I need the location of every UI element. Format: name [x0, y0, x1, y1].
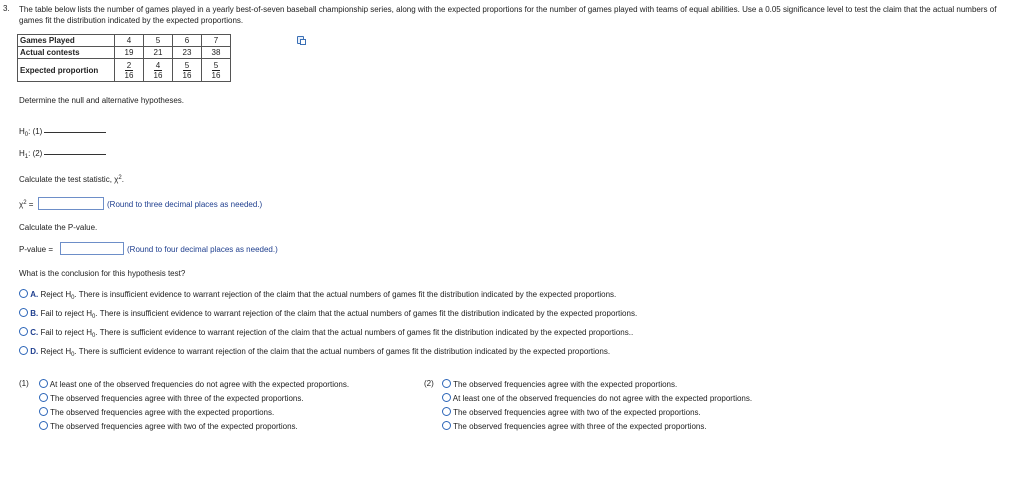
option-subscript: 0 — [71, 352, 75, 358]
copy-table-icon[interactable] — [297, 36, 304, 44]
option-pre: Reject H — [40, 290, 72, 299]
radio-button[interactable] — [39, 421, 48, 430]
conclusion-prompt: What is the conclusion for this hypothesis test? — [19, 269, 186, 278]
h1-blank-label: : (2) — [28, 149, 43, 158]
h0-blank-label: : (1) — [28, 127, 43, 136]
choice-text: The observed frequencies agree with three of the expected proportions. — [50, 394, 304, 403]
h1-row — [19, 149, 106, 158]
radio-button[interactable] — [442, 393, 451, 402]
option-letter: A. — [30, 290, 39, 299]
h0-answer-blank[interactable] — [44, 132, 106, 133]
choices2-label: (2) — [424, 379, 434, 388]
table-cell: 5 — [144, 35, 173, 47]
table-cell: 38 — [202, 47, 231, 59]
choices1-option[interactable] — [39, 379, 349, 389]
radio-button[interactable] — [39, 407, 48, 416]
choices2-option[interactable] — [442, 393, 752, 403]
chi-square-hint: (Round to three decimal places as needed.) — [107, 200, 263, 209]
h1-label: H — [19, 149, 25, 158]
option-text: . There is sufficient evidence to warrant rejection of the claim that the actual numbers of games fit the distribution indicated by the expected proportions. — [74, 347, 611, 356]
choices1-option[interactable] — [39, 407, 274, 417]
test-statistic-prompt-text: Calculate the test statistic, χ — [19, 175, 119, 184]
table-cell: 6 — [173, 35, 202, 47]
radio-button[interactable] — [442, 407, 451, 416]
conclusion-option-b[interactable] — [19, 308, 637, 318]
question-intro: The table below lists the number of games played in a yearly best-of-seven baseball championship series, along with the expected proportions for the number of games played with teams of equal abilities. Use a 0.05 significance level to test the claim that the actual numbers of games fit the distribution indicated by the expected proportions. — [19, 5, 997, 25]
option-pre: Fail to reject H — [40, 309, 93, 318]
choice-text: The observed frequencies agree with the expected proportions. — [453, 380, 678, 389]
option-letter: B. — [30, 309, 39, 318]
h0-label: H — [19, 127, 25, 136]
fraction-denominator: 16 — [153, 70, 163, 80]
table-cell: 19 — [115, 47, 144, 59]
test-statistic-prompt-end: . — [121, 175, 124, 184]
p-value-hint: (Round to four decimal places as needed.) — [127, 245, 278, 254]
table-cell — [173, 59, 202, 82]
chi-square-superscript: 2 — [23, 200, 27, 206]
h1-answer-blank[interactable] — [44, 154, 106, 155]
fraction-numerator: 5 — [184, 60, 190, 70]
table-cell: 21 — [144, 47, 173, 59]
p-value-prompt: Calculate the P-value. — [19, 223, 98, 232]
chi-equals: = — [26, 200, 34, 209]
table-cell — [115, 59, 144, 82]
fraction-denominator: 16 — [211, 70, 221, 80]
choices2-option[interactable] — [442, 421, 707, 431]
chi-symbol: χ — [19, 200, 24, 209]
chi-square-input[interactable] — [38, 197, 104, 210]
fraction — [154, 61, 163, 80]
option-pre: Reject H — [40, 347, 72, 356]
fraction-numerator: 4 — [155, 60, 161, 70]
h0-subscript: 0 — [24, 132, 29, 138]
choice-text: The observed frequencies agree with the expected proportions. — [50, 408, 275, 417]
option-letter: D. — [30, 347, 39, 356]
radio-button[interactable] — [39, 379, 48, 388]
row-header: Actual contests — [18, 47, 115, 59]
radio-button[interactable] — [19, 346, 28, 355]
choices2-option[interactable] — [442, 407, 701, 417]
option-pre: Fail to reject H — [40, 328, 93, 337]
fraction-numerator: 2 — [126, 60, 132, 70]
choices1-label: (1) — [19, 379, 29, 388]
choice-text: The observed frequencies agree with two of the expected proportions. — [453, 408, 701, 417]
fraction — [183, 61, 192, 80]
conclusion-option-c[interactable] — [19, 327, 633, 337]
option-subscript: 0 — [92, 314, 96, 320]
option-text: . There is insufficient evidence to warrant rejection of the claim that the actual numbers of games fit the distribution indicated by the expected proportions. — [95, 309, 638, 318]
row-header: Expected proportion — [18, 59, 115, 82]
radio-button[interactable] — [442, 379, 451, 388]
data-table — [17, 34, 231, 82]
choice-text: At least one of the observed frequencies do not agree with the expected proportions. — [49, 380, 350, 389]
option-text: . There is sufficient evidence to warrant rejection of the claim that the actual numbers of games fit the distribution indicated by the expected proportions.. — [95, 328, 634, 337]
radio-button[interactable] — [19, 289, 28, 298]
option-subscript: 0 — [92, 333, 96, 339]
option-text: . There is insufficient evidence to warrant rejection of the claim that the actual numbers of games fit the distribution indicated by the expected proportions. — [74, 290, 617, 299]
fraction-denominator: 16 — [124, 70, 134, 80]
chi-square-superscript: 2 — [118, 175, 122, 181]
table-cell: 7 — [202, 35, 231, 47]
table-row-expected-proportion — [18, 59, 231, 82]
table-row-games-played — [18, 35, 231, 47]
test-statistic-prompt — [19, 175, 124, 184]
radio-button[interactable] — [19, 308, 28, 317]
conclusion-option-d[interactable] — [19, 346, 610, 356]
fraction-denominator: 16 — [182, 70, 192, 80]
chi-square-label — [19, 200, 33, 209]
h0-row — [19, 127, 106, 136]
p-value-input[interactable] — [60, 242, 124, 255]
question-number: 3. — [3, 4, 10, 13]
fraction — [212, 61, 221, 80]
h1-subscript: 1 — [24, 154, 29, 160]
table-cell: 4 — [115, 35, 144, 47]
option-letter: C. — [30, 328, 39, 337]
fraction-numerator: 5 — [213, 60, 219, 70]
hypotheses-prompt: Determine the null and alternative hypotheses. — [19, 96, 184, 105]
table-cell: 23 — [173, 47, 202, 59]
conclusion-option-a[interactable] — [19, 289, 616, 299]
table-cell — [202, 59, 231, 82]
p-value-label: P-value = — [19, 245, 54, 254]
table-row-actual-contests — [18, 47, 231, 59]
choices1-option[interactable] — [39, 393, 304, 403]
choice-text: The observed frequencies agree with three of the expected proportions. — [453, 422, 707, 431]
option-subscript: 0 — [71, 295, 75, 301]
radio-button[interactable] — [39, 393, 48, 402]
radio-button[interactable] — [442, 421, 451, 430]
choice-text: The observed frequencies agree with two of the expected proportions. — [50, 422, 298, 431]
choices2-option[interactable] — [442, 379, 677, 389]
choice-text: At least one of the observed frequencies do not agree with the expected proportions. — [452, 394, 753, 403]
row-header: Games Played — [18, 35, 115, 47]
choices1-option[interactable] — [39, 421, 298, 431]
fraction — [125, 61, 134, 80]
radio-button[interactable] — [19, 327, 28, 336]
table-cell — [144, 59, 173, 82]
